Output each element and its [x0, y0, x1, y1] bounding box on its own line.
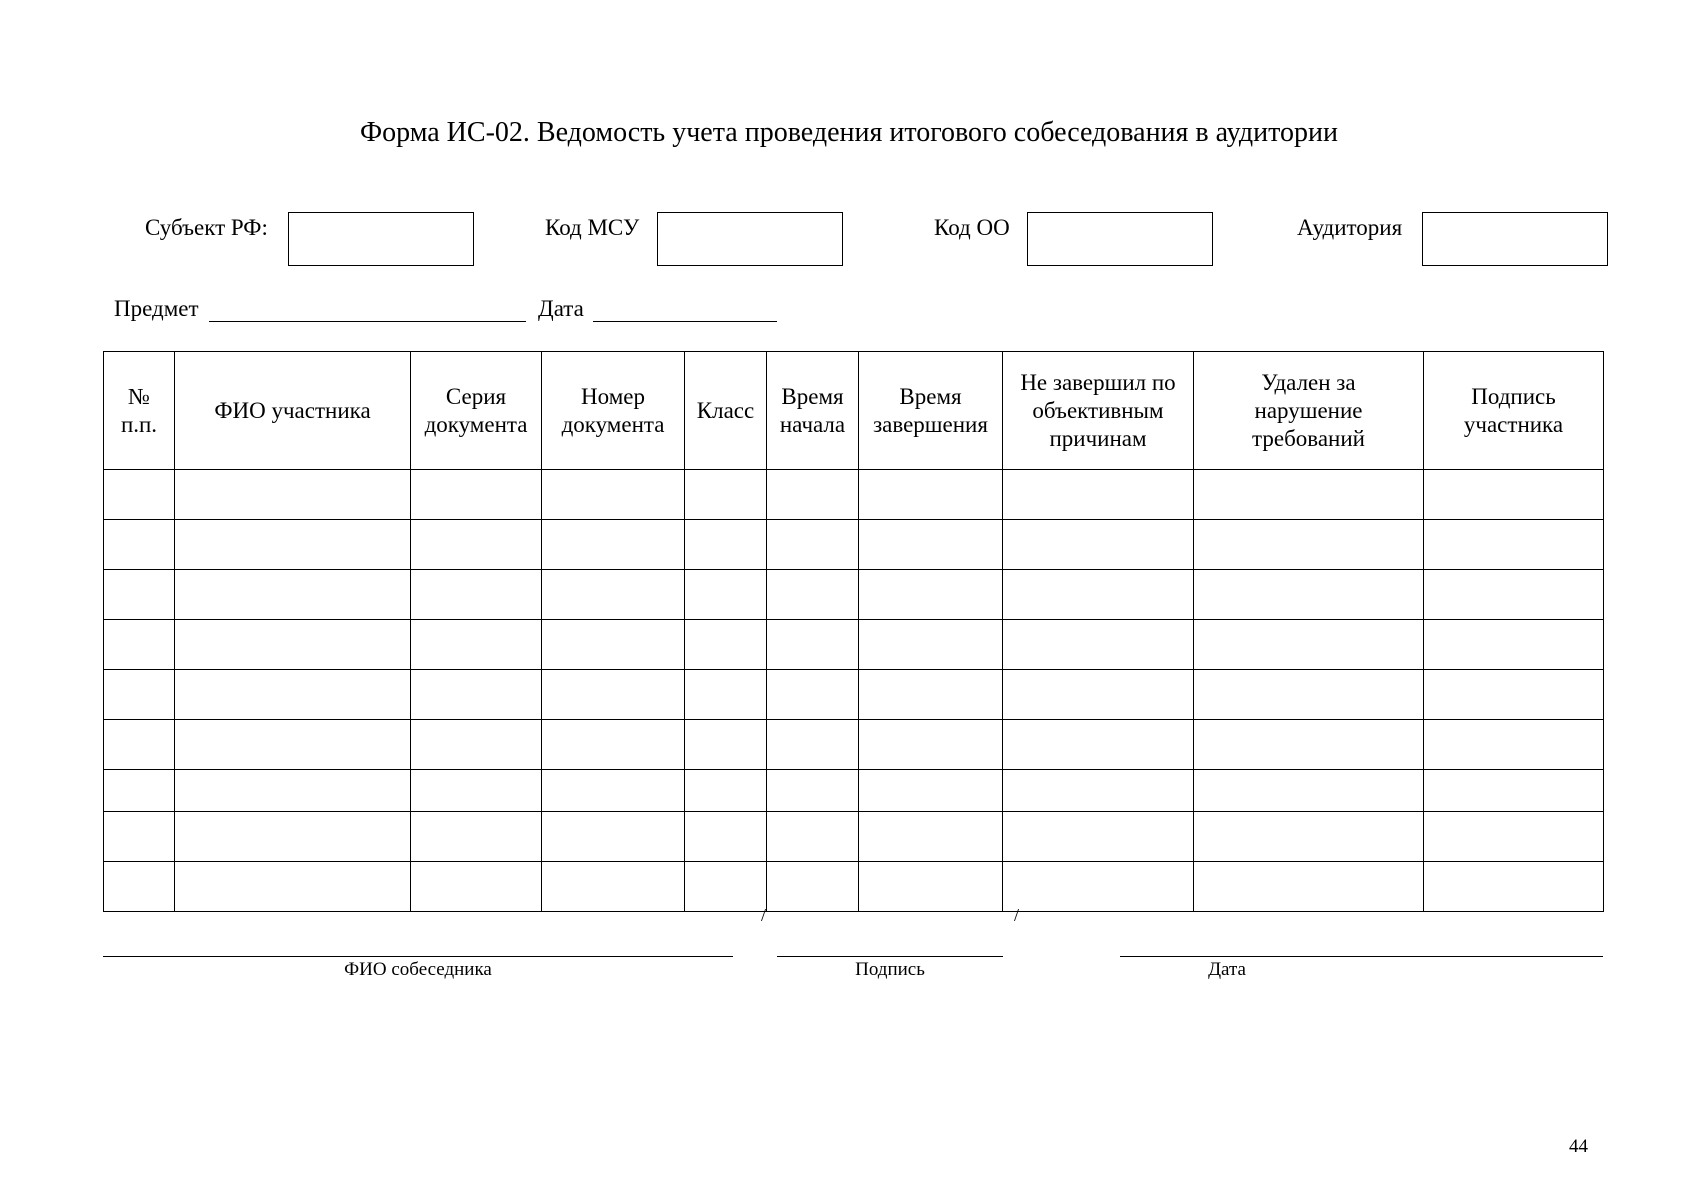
- table-cell[interactable]: [859, 720, 1003, 770]
- table-cell[interactable]: [859, 862, 1003, 912]
- table-cell[interactable]: [1424, 520, 1604, 570]
- table-cell[interactable]: [1194, 520, 1424, 570]
- table-cell[interactable]: [175, 620, 411, 670]
- table-cell[interactable]: [411, 720, 542, 770]
- table-cell[interactable]: [542, 470, 685, 520]
- table-row: [104, 470, 1604, 520]
- table-cell[interactable]: [175, 470, 411, 520]
- table-cell[interactable]: [104, 570, 175, 620]
- table-cell[interactable]: [767, 812, 859, 862]
- table-cell[interactable]: [767, 620, 859, 670]
- table-cell[interactable]: [542, 770, 685, 812]
- table-cell[interactable]: [1424, 720, 1604, 770]
- table-cell[interactable]: [1194, 720, 1424, 770]
- separator-slash: /: [1014, 905, 1020, 925]
- oo-code-label: Код ОО: [934, 215, 1010, 240]
- table-cell[interactable]: [859, 620, 1003, 670]
- separator-slash: /: [761, 905, 767, 925]
- col-not-finished: Не завершил по объективным причинам: [1003, 352, 1194, 470]
- table-cell[interactable]: [767, 862, 859, 912]
- table-cell[interactable]: [685, 812, 767, 862]
- table-cell[interactable]: [685, 620, 767, 670]
- table-row: [104, 570, 1604, 620]
- col-doc-series: Серия документа: [411, 352, 542, 470]
- date-label: Дата: [538, 296, 584, 321]
- table-cell[interactable]: [1194, 812, 1424, 862]
- table-cell[interactable]: [175, 670, 411, 720]
- room-field[interactable]: [1422, 212, 1608, 266]
- table-cell[interactable]: [767, 720, 859, 770]
- table-cell[interactable]: [685, 570, 767, 620]
- table-cell[interactable]: [767, 670, 859, 720]
- msu-code-label: Код МСУ: [545, 215, 640, 240]
- table-cell[interactable]: [175, 570, 411, 620]
- table-cell[interactable]: [859, 770, 1003, 812]
- table-cell[interactable]: [685, 770, 767, 812]
- table-cell[interactable]: [104, 670, 175, 720]
- table-cell[interactable]: [1424, 862, 1604, 912]
- table-row: [104, 862, 1604, 912]
- subject-field[interactable]: [288, 212, 474, 266]
- table-row: [104, 812, 1604, 862]
- table-cell[interactable]: [542, 720, 685, 770]
- table-cell[interactable]: [411, 620, 542, 670]
- table-cell[interactable]: [1003, 720, 1194, 770]
- table-cell[interactable]: [1194, 670, 1424, 720]
- table-cell[interactable]: [104, 720, 175, 770]
- table-cell[interactable]: [542, 670, 685, 720]
- table-cell[interactable]: [104, 812, 175, 862]
- col-doc-number: Номер документа: [542, 352, 685, 470]
- table-cell[interactable]: [685, 520, 767, 570]
- page-number: 44: [1569, 1136, 1588, 1157]
- table-cell[interactable]: [411, 470, 542, 520]
- table-row: [104, 520, 1604, 570]
- table-cell[interactable]: [1003, 670, 1194, 720]
- header-row: [104, 352, 1604, 470]
- col-participant-signature: Подпись участника: [1424, 352, 1604, 470]
- table-cell[interactable]: [859, 470, 1003, 520]
- table-cell[interactable]: [859, 520, 1003, 570]
- table-cell[interactable]: [685, 470, 767, 520]
- ledger-table: [103, 351, 1604, 912]
- table-cell[interactable]: [767, 470, 859, 520]
- table-cell[interactable]: [104, 620, 175, 670]
- table-cell[interactable]: [1003, 620, 1194, 670]
- table-cell[interactable]: [542, 620, 685, 670]
- table-cell[interactable]: [542, 812, 685, 862]
- col-removed: Удален за нарушение требований: [1194, 352, 1424, 470]
- table-cell[interactable]: [175, 862, 411, 912]
- date-line[interactable]: [593, 299, 777, 322]
- table-cell[interactable]: [1003, 862, 1194, 912]
- table-cell[interactable]: [1424, 620, 1604, 670]
- table-cell[interactable]: [104, 862, 175, 912]
- room-label: Аудитория: [1297, 215, 1403, 240]
- table-cell[interactable]: [175, 812, 411, 862]
- table-cell[interactable]: [859, 812, 1003, 862]
- table-cell[interactable]: [104, 770, 175, 812]
- table-cell[interactable]: [411, 570, 542, 620]
- table-cell[interactable]: [767, 570, 859, 620]
- table-cell[interactable]: [104, 470, 175, 520]
- table-cell[interactable]: [411, 670, 542, 720]
- table-row: [104, 720, 1604, 770]
- col-class: Класс: [685, 352, 767, 470]
- col-participant-name: ФИО участника: [175, 352, 411, 470]
- table-cell[interactable]: [1424, 770, 1604, 812]
- interviewer-name-caption: ФИО собеседника: [344, 959, 492, 980]
- oo-code-field[interactable]: [1027, 212, 1213, 266]
- interviewer-name-line[interactable]: [103, 956, 733, 957]
- table-cell[interactable]: [411, 812, 542, 862]
- table-cell[interactable]: [411, 520, 542, 570]
- sign-date-line[interactable]: [1120, 956, 1603, 957]
- table-cell[interactable]: [542, 520, 685, 570]
- table-cell[interactable]: [685, 862, 767, 912]
- predmet-label: Предмет: [114, 296, 199, 321]
- table-cell[interactable]: [1424, 812, 1604, 862]
- table-cell[interactable]: [1194, 862, 1424, 912]
- sign-date-caption: Дата: [1208, 959, 1246, 980]
- col-start-time: Время начала: [767, 352, 859, 470]
- msu-code-field[interactable]: [657, 212, 843, 266]
- table-cell[interactable]: [175, 520, 411, 570]
- table-cell[interactable]: [104, 520, 175, 570]
- table-cell[interactable]: [1194, 570, 1424, 620]
- table-cell[interactable]: [542, 862, 685, 912]
- table-cell[interactable]: [1424, 670, 1604, 720]
- interviewer-signature-caption: Подпись: [855, 959, 925, 980]
- table-cell[interactable]: [767, 770, 859, 812]
- table-cell[interactable]: [411, 862, 542, 912]
- table-cell[interactable]: [1194, 620, 1424, 670]
- table-row: [104, 670, 1604, 720]
- col-end-time: Время завершения: [859, 352, 1003, 470]
- table-cell[interactable]: [1194, 770, 1424, 812]
- table-cell[interactable]: [685, 720, 767, 770]
- predmet-line[interactable]: [209, 299, 526, 322]
- table-cell[interactable]: [1194, 470, 1424, 520]
- table-row: [104, 770, 1604, 812]
- table-cell[interactable]: [175, 770, 411, 812]
- interviewer-signature-line[interactable]: [777, 956, 1003, 957]
- table-cell[interactable]: [1424, 470, 1604, 520]
- table-cell[interactable]: [685, 670, 767, 720]
- table-cell[interactable]: [175, 720, 411, 770]
- col-number: № п.п.: [104, 352, 175, 470]
- table-row: [104, 620, 1604, 670]
- form-title: Форма ИС-02. Ведомость учета проведения итогового собеседования в аудитории: [360, 117, 1338, 148]
- table-cell[interactable]: [1003, 770, 1194, 812]
- table-cell[interactable]: [1003, 520, 1194, 570]
- table-cell[interactable]: [411, 770, 542, 812]
- table-cell[interactable]: [542, 570, 685, 620]
- table-cell[interactable]: [767, 520, 859, 570]
- table-cell[interactable]: [1424, 570, 1604, 620]
- table-cell[interactable]: [1003, 470, 1194, 520]
- table-cell[interactable]: [1003, 812, 1194, 862]
- subject-label: Субъект РФ:: [145, 215, 268, 240]
- table-cell[interactable]: [1003, 570, 1194, 620]
- table-cell[interactable]: [859, 570, 1003, 620]
- table-cell[interactable]: [859, 670, 1003, 720]
